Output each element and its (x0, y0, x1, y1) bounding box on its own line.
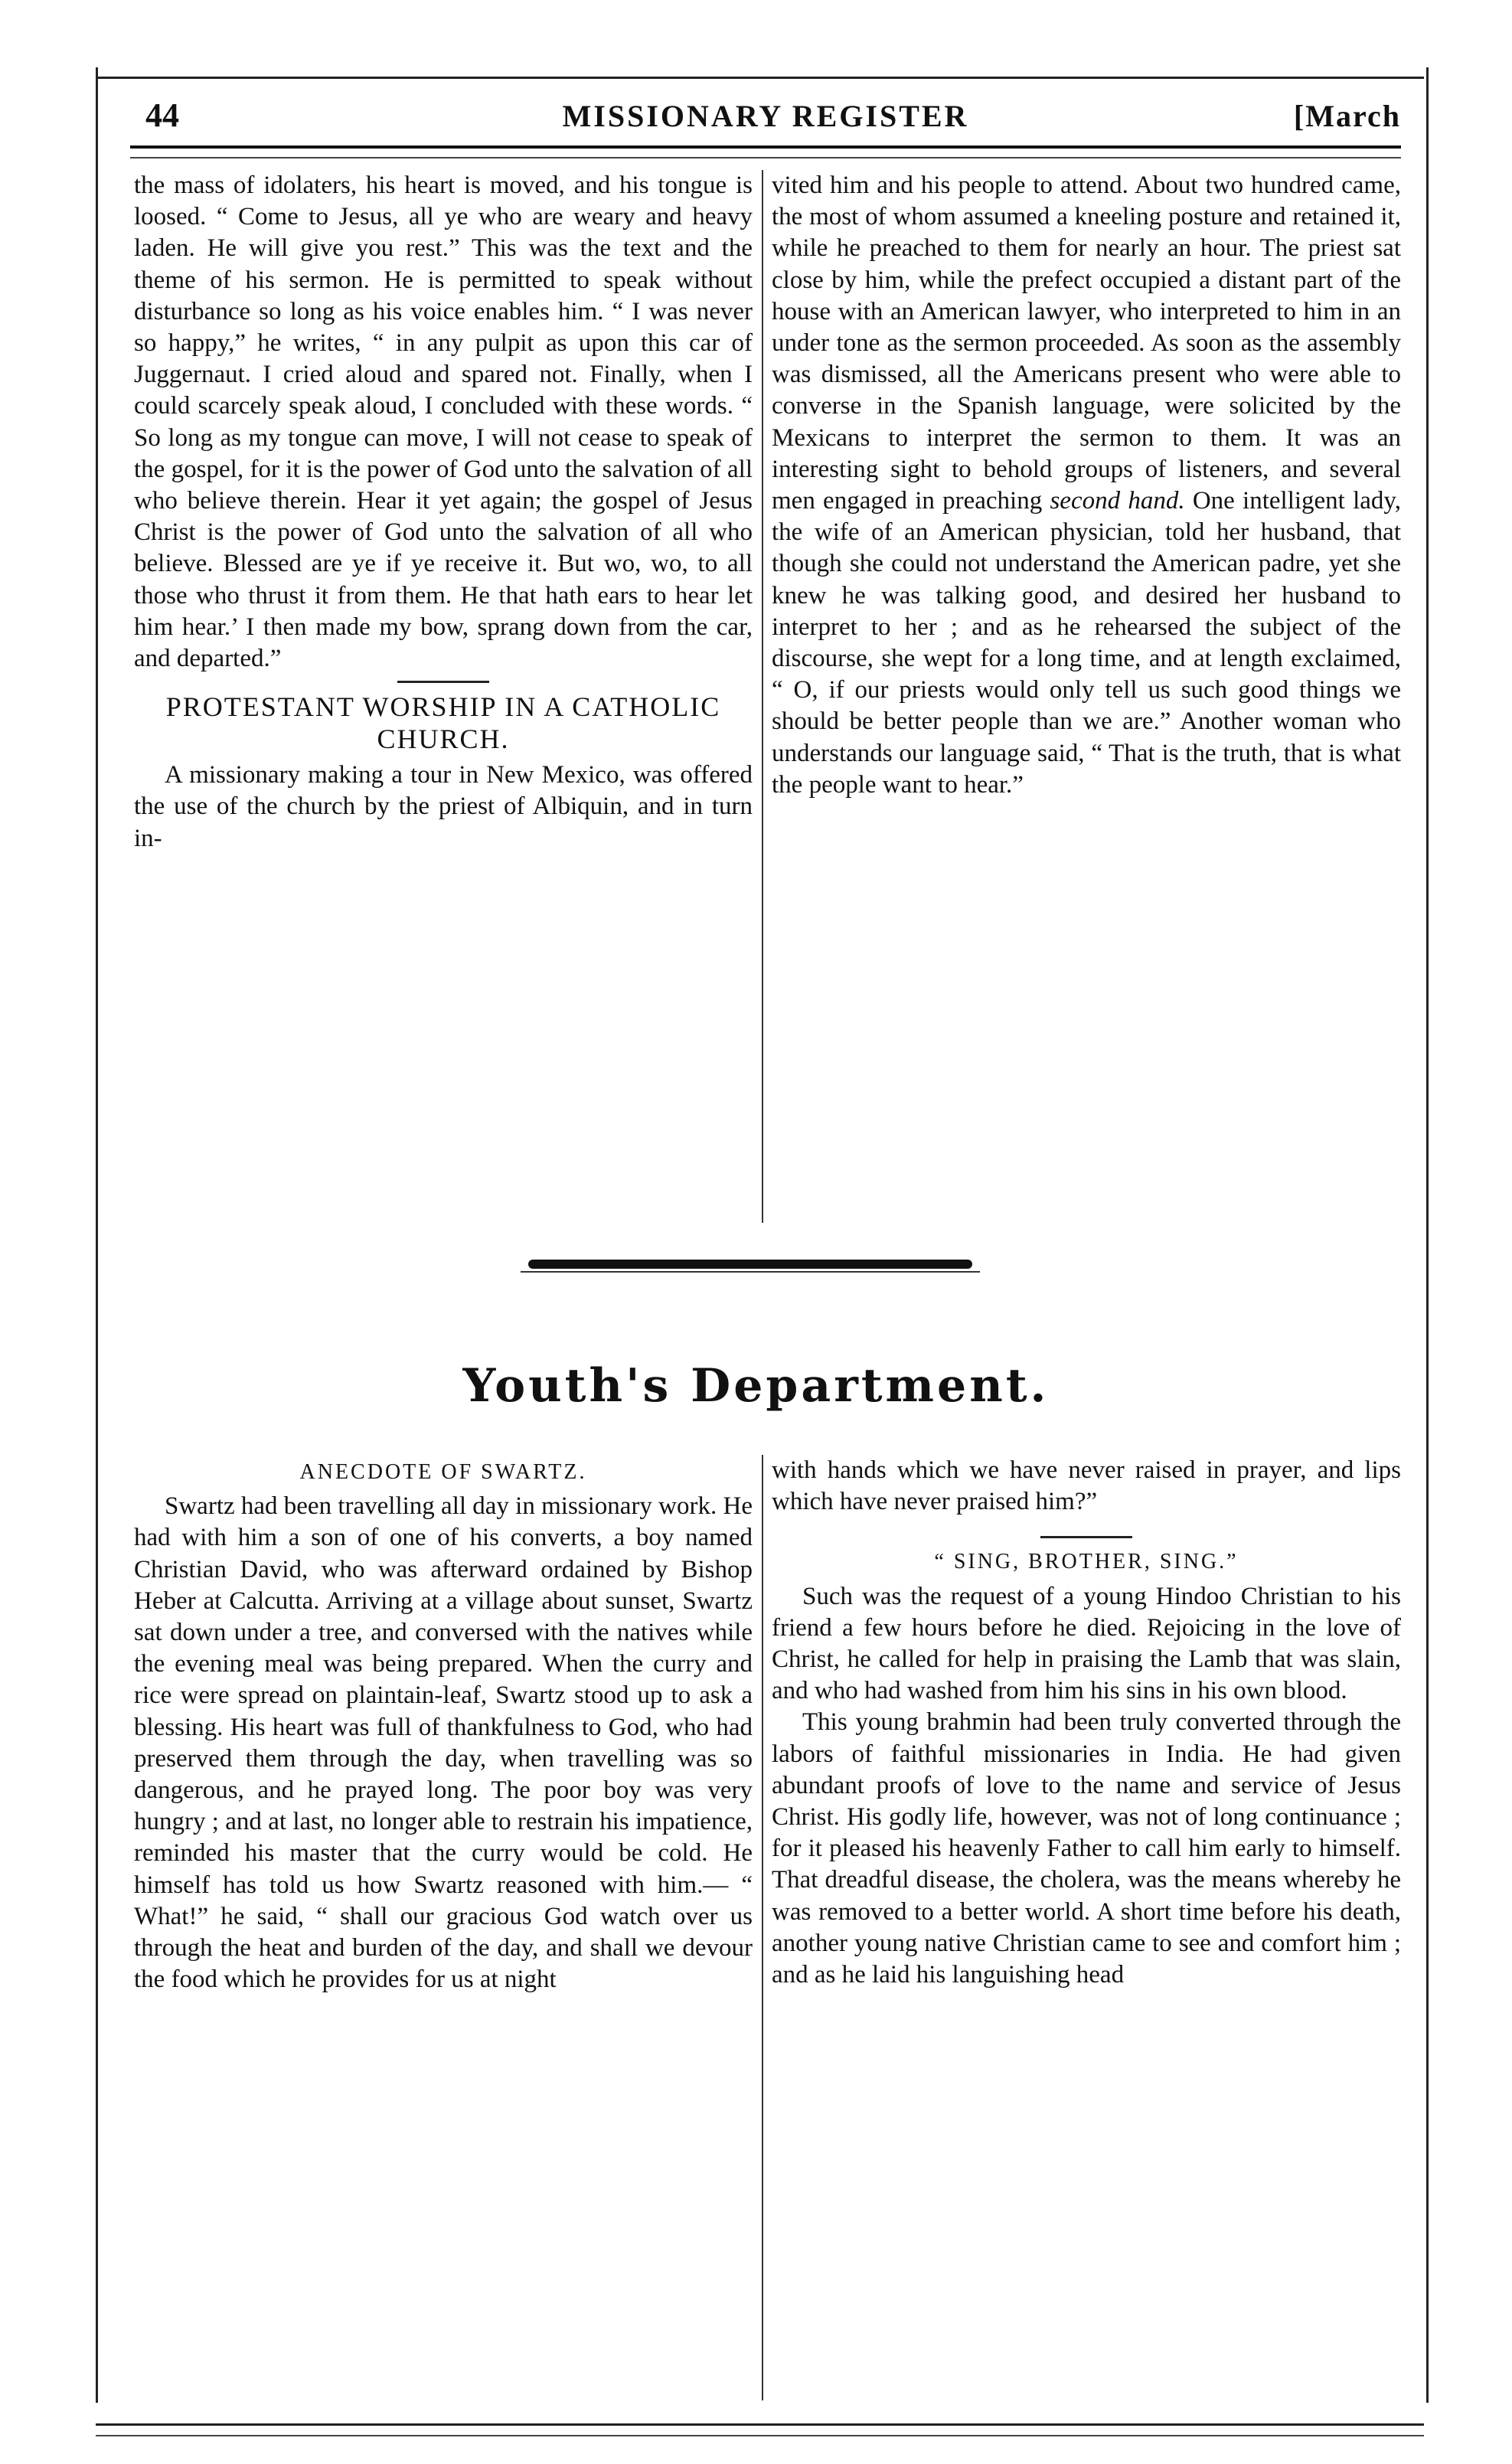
sing-rule (1040, 1536, 1132, 1538)
protestant-worship-continued (772, 170, 1401, 801)
frame-bottom-rule (96, 2423, 1424, 2426)
sing-brother-para-1: Such was the request of a young Hindoo Christian to his friend a few hours before he died. Rejoicing in the love of Christ, he called for help in praising the Lamb that was slain, and who had washed from him his sins in his own blood. (772, 1582, 1401, 1705)
section-title-protestant-worship: PROTESTANT WORSHIP IN A CATHOLIC CHURCH. (165, 691, 721, 755)
month-label: [March (1293, 99, 1401, 133)
continued-text-before: vited him and his people to attend. About two hundred came, the most of whom assumed a kneeling posture and retained it, while he preached to them for nearly an hour. The priest sat close by him, while the prefect occupied a distant part of the house with an American lawyer, who interpreted to him in an under tone as the sermon proceeded. As soon as the assembly was dismissed, all the Americans present who were able to converse in the Spanish language, were solicited by the Mexicans to interpret the sermon to them. It was an interesting sight to behold groups of listeners, and several men engaged in preaching (772, 172, 1401, 515)
continued-text-after: One intelligent lady, the wife of an American physician, told her husband, that though she could not understand the American padre, yet she knew he was talking good, and desired her husband to interpret to her ; and as he rehearsed the subject of the discourse, she wept for a long time, and at length exclaimed, “ O, if our priests would only tell us such good things we should be better people than we are.” Another woman who understands our language said, “ That is the truth, that is what the people want to hear.” (772, 487, 1401, 799)
page-header (122, 92, 1409, 138)
top-column-rule (762, 170, 763, 1223)
bottom-column-rule (762, 1455, 763, 2400)
sing-brother-title: “ SING, BROTHER, SING.” (934, 1550, 1239, 1574)
bottom-right-column (772, 1455, 1401, 1991)
frame-top-rule (96, 77, 1424, 79)
section-divider (528, 1260, 972, 1269)
top-left-column (134, 170, 753, 855)
anecdote-text: Swartz had been travelling all day in missionary work. He had with him a son of one of his converts, a boy named Christian David, who was afterward ordained by Bishop Heber at Calcutta. Arriving at a village about sunset, Swartz sat down under a tree, and conversed with the natives while the evening meal was being prepared. When the curry and rice were spread on plaintain-leaf, Swartz stood up to ask a blessing. His heart was full of thankfulness to God, who had preserved them through the day, when travelling was so dangerous, and he prayed long. The poor boy was very hungry ; and at last, no longer able to restrain his impatience, reminded his master that the curry would be cold. He himself has told us how Swartz reasoned with him.— “ What!” he said, “ shall our gracious God watch over us through the heat and burden of the day, and shall we devour the food which he provides for us at night (134, 1492, 753, 1994)
anecdote-title: ANECDOTE OF SWARTZ. (299, 1460, 587, 1484)
department-title: Youth's Department. (462, 1359, 1050, 1413)
header-rule-thin (130, 157, 1401, 158)
frame-bottom-rule-thin (96, 2435, 1424, 2436)
sing-brother-para-2: This young brahmin had been truly converted through the labors of faithful missionaries in India. He had given abundant proofs of love to the name and service of Jesus Christ. His godly life, however, was not of long continuance ; for it pleased his heavenly Father to call him early to himself. That dreadful disease, the cholera, was the means whereby he was removed to a better world. A short time before his death, another young native Christian came to see and comfort him ; and as he laid his languishing head (772, 1708, 1401, 1989)
header-rule (130, 145, 1401, 149)
section-rule (397, 681, 489, 683)
running-head: MISSIONARY REGISTER (562, 99, 969, 133)
emphasis-second-hand: second hand. (1050, 487, 1185, 515)
page-number: 44 (145, 96, 179, 134)
anecdote-continued: with hands which we have never raised in prayer, and lips which have never praised him?” (772, 1456, 1401, 1516)
top-right-column (772, 170, 1401, 801)
sermon-text: the mass of idolaters, his heart is moved, and his tongue is loosed. “ Come to Jesus, all ye who are weary and heavy laden. He will give you rest.” This was the text and the theme of his sermon. He is permitted to speak without disturbance so long as his voice enables him. “ I was never so happy,” he writes, “ in any pulpit as upon this car of Juggernaut. I cried aloud and spared not. Finally, when I could scarcely speak aloud, I concluded with these words. “ So long as my tongue can move, I will not cease to speak of the gospel, for it is the power of God unto the salvation of all who believe therein. Hear it yet again; the gospel of Jesus Christ is the power of God unto the salvation of all who believe. Blessed are ye if ye receive it. But wo, wo, to all those who thrust it from them. He that hath ears to hear let him hear.’ I then made my bow, sprang down from the car, and departed.” (134, 172, 753, 673)
protestant-worship-text: A missionary making a tour in New Mexico, was offered the use of the church by the priest of Albiquin, and in turn in- (134, 761, 753, 852)
bottom-left-column (134, 1455, 753, 1995)
section-divider-thin (521, 1271, 980, 1273)
